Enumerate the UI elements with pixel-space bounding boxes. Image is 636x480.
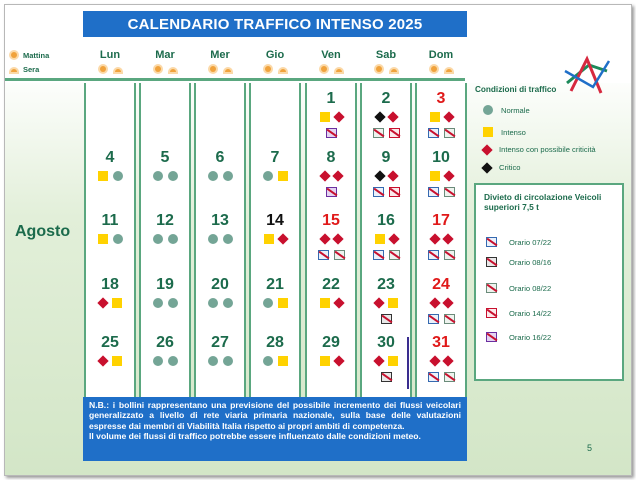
day-header-5: Sab xyxy=(375,49,397,61)
note-paragraph-1: N.B.: i bollini rappresentano una previsione del possibile incremento dei flussi veicolari generalizzato a livello di rete viaria primaria nazionale, sulla base delle valutazioni espresse dai membri di Viabilità Italia rispetto ai propri ambiti di competenza. xyxy=(89,400,461,431)
ban-item-0722 xyxy=(486,237,551,247)
day-number: 8 xyxy=(326,149,336,166)
day-number: 18 xyxy=(101,276,119,293)
criticita-diamond-icon xyxy=(277,233,288,244)
traffic-markers xyxy=(360,111,412,123)
calendar-day xyxy=(360,275,412,325)
traffic-markers xyxy=(84,355,136,367)
calendar-day xyxy=(249,211,301,245)
traffic-markers xyxy=(305,297,357,309)
legend-item-criticita xyxy=(483,145,596,154)
evening-sun-icon xyxy=(277,65,289,74)
truck-ban-gray-icon xyxy=(373,128,384,138)
criticita-diamond-icon xyxy=(442,233,453,244)
traffic-markers xyxy=(194,170,246,182)
criticita-diamond-icon xyxy=(373,355,384,366)
day-number: 16 xyxy=(377,212,395,229)
truck-ban-blue-icon xyxy=(428,187,439,197)
ban-legend-title: Divieto di circolazione Veicoli superiori 7,5 t xyxy=(484,192,602,212)
intenso-square-icon xyxy=(98,171,108,181)
intenso-square-icon xyxy=(430,171,440,181)
ban-legend xyxy=(474,183,624,381)
legend-label: Critico xyxy=(499,163,521,172)
calendar-slide xyxy=(4,4,632,476)
truck-ban-markers xyxy=(415,313,467,325)
day-number: 25 xyxy=(101,334,119,351)
day-number: 9 xyxy=(381,149,391,166)
traffic-markers xyxy=(139,233,191,245)
truck-ban-blue-icon xyxy=(428,314,439,324)
morning-sun-icon xyxy=(152,65,164,74)
truck-ban-gray-icon xyxy=(444,128,455,138)
calendar-day xyxy=(415,211,467,261)
legend-item-normale xyxy=(483,105,530,115)
calendar-day xyxy=(249,333,301,367)
truck-ban-dark-icon xyxy=(486,257,497,267)
truck-ban-dark-icon xyxy=(381,314,392,324)
truck-ban-markers xyxy=(415,371,467,383)
day-header-2: Mer xyxy=(210,49,230,61)
truck-ban-blue-icon xyxy=(373,187,384,197)
morning-sun-icon xyxy=(428,65,440,74)
intenso-square-icon xyxy=(430,112,440,122)
truck-ban-purple-icon xyxy=(326,128,337,138)
normale-circle-icon xyxy=(223,171,233,181)
evening-sun-icon xyxy=(167,65,179,74)
calendar-day xyxy=(249,148,301,182)
day-header-1: Mar xyxy=(155,49,175,61)
truck-ban-blue-icon xyxy=(373,250,384,260)
criticita-diamond-icon xyxy=(332,170,343,181)
criticita-diamond-icon xyxy=(481,144,492,155)
truck-ban-gray-icon xyxy=(444,250,455,260)
criticita-diamond-icon xyxy=(319,233,330,244)
critico-diamond-icon xyxy=(374,170,385,181)
calendar-day xyxy=(305,333,357,367)
calendar-day xyxy=(84,148,136,182)
truck-ban-markers xyxy=(415,249,467,261)
traffic-markers xyxy=(415,170,467,182)
truck-ban-markers xyxy=(360,127,412,139)
normale-circle-icon xyxy=(168,356,178,366)
traffic-markers xyxy=(415,233,467,245)
calendar-day xyxy=(194,275,246,309)
traffic-markers xyxy=(194,355,246,367)
day-number: 7 xyxy=(270,149,280,166)
day-header-6: Dom xyxy=(428,49,454,61)
traffic-markers xyxy=(360,170,412,182)
truck-ban-red-icon xyxy=(486,308,497,318)
truck-ban-markers xyxy=(360,249,412,261)
criticita-diamond-icon xyxy=(429,297,440,308)
traffic-markers xyxy=(84,233,136,245)
divider-line xyxy=(407,337,409,389)
normale-circle-icon xyxy=(223,356,233,366)
intenso-square-icon xyxy=(375,234,385,244)
day-period-icons xyxy=(415,65,467,74)
criticita-diamond-icon xyxy=(97,355,108,366)
truck-ban-purple-icon xyxy=(486,332,497,342)
legend-evening xyxy=(8,65,39,74)
traffic-markers xyxy=(415,111,467,123)
critico-diamond-icon xyxy=(374,111,385,122)
intenso-square-icon xyxy=(264,234,274,244)
truck-ban-markers xyxy=(360,313,412,325)
day-number: 3 xyxy=(436,90,446,107)
traffic-markers xyxy=(249,233,301,245)
truck-ban-gray-icon xyxy=(389,250,400,260)
traffic-markers xyxy=(305,111,357,123)
note-paragraph-2: Il volume dei flussi di traffico potrebbe essere influenzato dalle condizioni meteo. xyxy=(89,431,421,442)
normale-circle-icon xyxy=(208,298,218,308)
truck-ban-gray-icon xyxy=(444,187,455,197)
day-header-0: Lun xyxy=(99,49,121,61)
day-number: 29 xyxy=(322,334,340,351)
normale-circle-icon xyxy=(223,298,233,308)
traffic-markers xyxy=(305,170,357,182)
day-number: 20 xyxy=(211,276,229,293)
traffic-markers xyxy=(360,233,412,245)
truck-ban-blue-icon xyxy=(428,250,439,260)
traffic-markers xyxy=(194,297,246,309)
morning-sun-icon xyxy=(318,65,330,74)
intenso-square-icon xyxy=(98,234,108,244)
note-box xyxy=(83,397,467,461)
evening-sun-icon xyxy=(443,65,455,74)
traffic-markers xyxy=(305,233,357,245)
truck-ban-red-ban-icon xyxy=(389,128,400,138)
truck-ban-markers xyxy=(305,127,357,139)
calendar-day xyxy=(139,148,191,182)
day-number: 31 xyxy=(432,334,450,351)
ban-item-1422 xyxy=(486,308,551,318)
intenso-square-icon xyxy=(483,127,493,137)
traffic-markers xyxy=(84,170,136,182)
traffic-markers xyxy=(139,170,191,182)
ban-item-1622 xyxy=(486,332,551,342)
truck-ban-blue-icon xyxy=(428,128,439,138)
traffic-markers xyxy=(360,297,412,309)
normale-circle-icon xyxy=(153,356,163,366)
truck-ban-gray-icon xyxy=(486,283,497,293)
traffic-markers xyxy=(305,355,357,367)
criticita-diamond-icon xyxy=(387,111,398,122)
morning-sun-icon xyxy=(373,65,385,74)
normale-circle-icon xyxy=(153,171,163,181)
calendar-day xyxy=(305,275,357,309)
calendar-day xyxy=(194,333,246,367)
day-number: 15 xyxy=(322,212,340,229)
day-period-icons xyxy=(194,65,246,74)
traffic-markers xyxy=(360,355,412,367)
criticita-diamond-icon xyxy=(387,170,398,181)
day-header-3: Gio xyxy=(265,49,285,61)
truck-ban-gray-icon xyxy=(444,372,455,382)
day-number: 26 xyxy=(156,334,174,351)
criticita-diamond-icon xyxy=(429,355,440,366)
truck-ban-blue-icon xyxy=(318,250,329,260)
truck-ban-markers xyxy=(415,186,467,198)
morning-sun-icon xyxy=(207,65,219,74)
legend-label: Intenso xyxy=(501,127,526,137)
normale-circle-icon xyxy=(113,171,123,181)
truck-ban-purple-icon xyxy=(326,187,337,197)
day-number: 1 xyxy=(326,90,336,107)
criticita-diamond-icon xyxy=(333,111,344,122)
normale-circle-icon xyxy=(168,171,178,181)
calendar-day xyxy=(84,211,136,245)
traffic-markers xyxy=(249,297,301,309)
truck-ban-red-ban-icon xyxy=(389,187,400,197)
evening-sun-icon xyxy=(112,65,124,74)
ban-label: Orario 08/22 xyxy=(509,283,552,293)
calendar-day xyxy=(360,333,412,383)
critico-diamond-icon xyxy=(481,162,492,173)
traffic-markers xyxy=(194,233,246,245)
truck-ban-gray-icon xyxy=(334,250,345,260)
traffic-markers xyxy=(249,355,301,367)
criticita-diamond-icon xyxy=(97,297,108,308)
traffic-markers xyxy=(249,170,301,182)
day-number: 27 xyxy=(211,334,229,351)
legend-morning-label: Mattina xyxy=(23,51,50,60)
calendar-day xyxy=(415,148,467,198)
ban-item-0822 xyxy=(486,283,551,293)
intenso-square-icon xyxy=(320,298,330,308)
traffic-legend-title: Condizioni di traffico xyxy=(475,85,557,94)
normale-circle-icon xyxy=(168,234,178,244)
normale-circle-icon xyxy=(153,234,163,244)
page-number: 5 xyxy=(587,443,593,453)
day-number: 21 xyxy=(266,276,284,293)
day-number: 19 xyxy=(156,276,174,293)
evening-sun-icon xyxy=(222,65,234,74)
day-number: 5 xyxy=(160,149,170,166)
calendar-day xyxy=(360,89,412,139)
intenso-square-icon xyxy=(112,356,122,366)
calendar-day xyxy=(139,333,191,367)
page-title: CALENDARIO TRAFFICO INTENSO 2025 xyxy=(83,11,467,37)
normale-circle-icon xyxy=(263,171,273,181)
header-separator xyxy=(5,78,465,81)
criticita-diamond-icon xyxy=(442,355,453,366)
day-period-icons xyxy=(305,65,357,74)
day-number: 23 xyxy=(377,276,395,293)
normale-circle-icon xyxy=(208,171,218,181)
calendar-day xyxy=(305,211,357,261)
morning-sun-icon xyxy=(8,51,20,60)
legend-label: Normale xyxy=(501,105,530,115)
evening-sun-icon xyxy=(388,65,400,74)
morning-sun-icon xyxy=(262,65,274,74)
legend-evening-label: Sera xyxy=(23,65,40,74)
traffic-markers xyxy=(139,297,191,309)
intenso-square-icon xyxy=(278,298,288,308)
legend-label: Intenso con possibile criticità xyxy=(499,145,596,154)
legend-morning xyxy=(8,51,49,60)
intenso-square-icon xyxy=(112,298,122,308)
calendar-day xyxy=(305,89,357,139)
calendar-day xyxy=(84,333,136,367)
criticita-diamond-icon xyxy=(442,297,453,308)
traffic-legend xyxy=(475,85,625,172)
traffic-markers xyxy=(415,355,467,367)
day-number: 6 xyxy=(215,149,225,166)
day-number: 4 xyxy=(105,149,115,166)
truck-ban-blue-icon xyxy=(486,237,497,247)
ban-label: Orario 07/22 xyxy=(509,237,552,247)
criticita-diamond-icon xyxy=(429,233,440,244)
truck-ban-dark-icon xyxy=(381,372,392,382)
truck-ban-markers xyxy=(415,127,467,139)
normale-circle-icon xyxy=(263,298,273,308)
day-period-icons xyxy=(249,65,301,74)
criticita-diamond-icon xyxy=(388,233,399,244)
normale-circle-icon xyxy=(483,105,493,115)
calendar-day xyxy=(139,275,191,309)
normale-circle-icon xyxy=(263,356,273,366)
legend-item-intenso xyxy=(483,127,526,137)
day-number: 12 xyxy=(156,212,174,229)
truck-ban-markers xyxy=(360,186,412,198)
day-number: 11 xyxy=(101,212,119,229)
truck-ban-gray-icon xyxy=(444,314,455,324)
day-number: 24 xyxy=(432,276,450,293)
day-number: 28 xyxy=(266,334,284,351)
criticita-diamond-icon xyxy=(332,233,343,244)
morning-sun-icon xyxy=(97,65,109,74)
intenso-square-icon xyxy=(388,298,398,308)
normale-circle-icon xyxy=(168,298,178,308)
criticita-diamond-icon xyxy=(373,297,384,308)
normale-circle-icon xyxy=(223,234,233,244)
day-number: 22 xyxy=(322,276,340,293)
truck-ban-markers xyxy=(305,249,357,261)
day-number: 30 xyxy=(377,334,395,351)
traffic-markers xyxy=(139,355,191,367)
calendar-day xyxy=(139,211,191,245)
criticita-diamond-icon xyxy=(443,170,454,181)
day-period-icons xyxy=(84,65,136,74)
normale-circle-icon xyxy=(153,298,163,308)
ban-item-0816 xyxy=(486,257,551,267)
day-number: 2 xyxy=(381,90,391,107)
calendar-day xyxy=(415,333,467,383)
criticita-diamond-icon xyxy=(443,111,454,122)
calendar-day xyxy=(194,148,246,182)
day-period-icons xyxy=(360,65,412,74)
day-period-icons xyxy=(139,65,191,74)
calendar-day xyxy=(360,148,412,198)
calendar-day xyxy=(305,148,357,198)
criticita-diamond-icon xyxy=(319,170,330,181)
calendar-day xyxy=(84,275,136,309)
truck-ban-markers xyxy=(360,371,412,383)
truck-ban-blue-icon xyxy=(428,372,439,382)
truck-ban-markers xyxy=(305,186,357,198)
month-label: Agosto xyxy=(15,223,71,240)
day-number: 13 xyxy=(211,212,229,229)
day-header-4: Ven xyxy=(321,49,341,61)
traffic-markers xyxy=(84,297,136,309)
criticita-diamond-icon xyxy=(333,355,344,366)
evening-sun-icon xyxy=(8,65,20,74)
calendar-day xyxy=(360,211,412,261)
criticita-diamond-icon xyxy=(333,297,344,308)
calendar-day xyxy=(415,89,467,139)
ban-label: Orario 14/22 xyxy=(509,308,552,318)
intenso-square-icon xyxy=(278,171,288,181)
legend-item-critico xyxy=(483,163,521,172)
normale-circle-icon xyxy=(208,234,218,244)
calendar-day xyxy=(249,275,301,309)
calendar-day xyxy=(194,211,246,245)
intenso-square-icon xyxy=(388,356,398,366)
calendar-day xyxy=(415,275,467,325)
ban-label: Orario 16/22 xyxy=(509,332,552,342)
day-number: 14 xyxy=(266,212,284,229)
day-number: 10 xyxy=(432,149,450,166)
intenso-square-icon xyxy=(278,356,288,366)
intenso-square-icon xyxy=(320,112,330,122)
normale-circle-icon xyxy=(113,234,123,244)
day-number: 17 xyxy=(432,212,450,229)
traffic-markers xyxy=(415,297,467,309)
ban-label: Orario 08/16 xyxy=(509,257,552,267)
intenso-square-icon xyxy=(320,356,330,366)
normale-circle-icon xyxy=(208,356,218,366)
evening-sun-icon xyxy=(333,65,345,74)
